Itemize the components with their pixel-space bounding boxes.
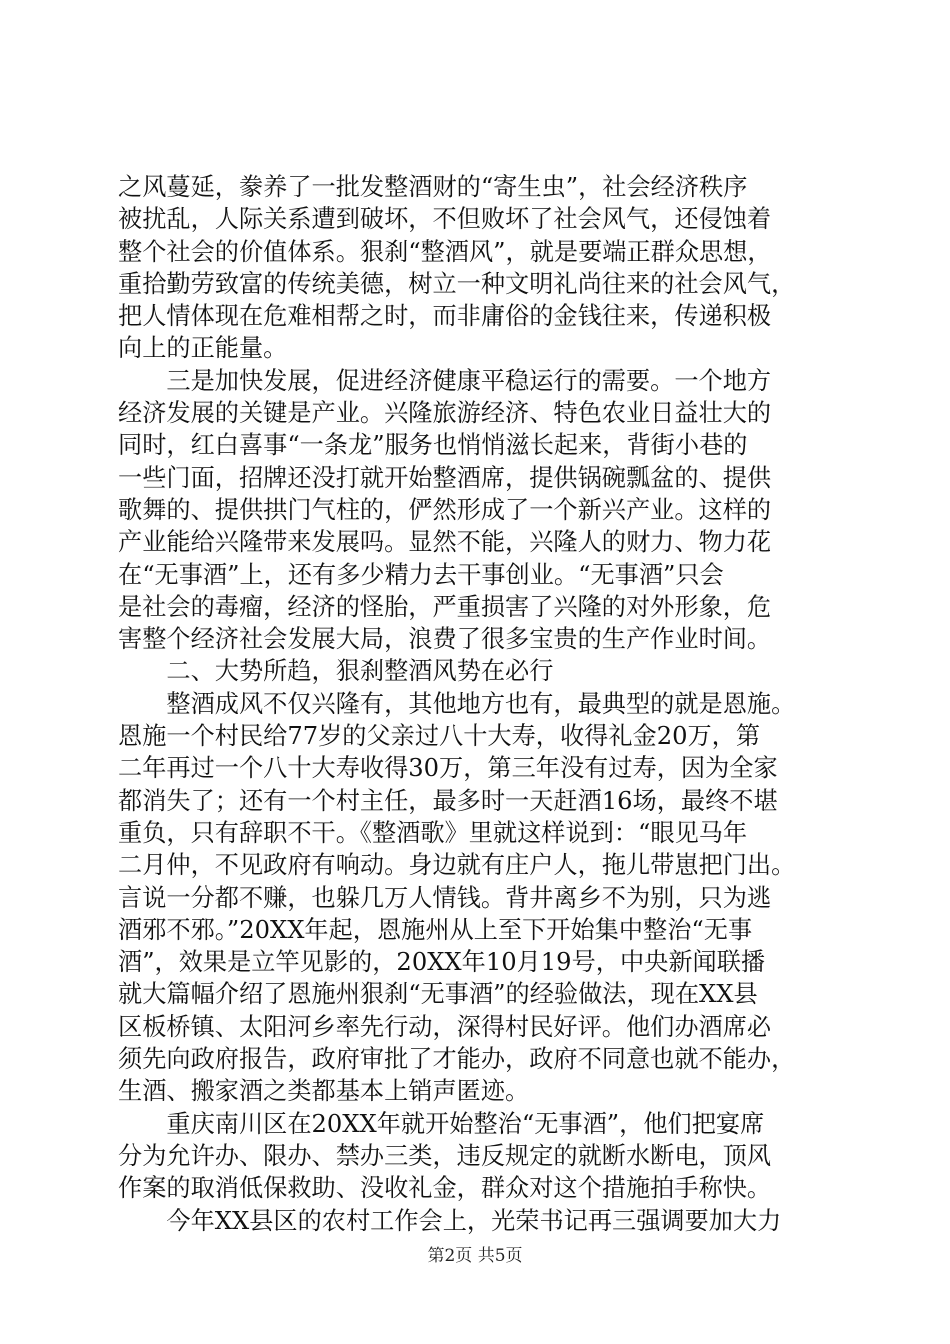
text-line: 歌舞的、提供拱门气柱的，俨然形成了一个新兴产业。这样的 [118, 495, 772, 524]
text-line: 产业能给兴隆带来发展吗。显然不能，兴隆人的财力、物力花 [118, 528, 772, 557]
text-line: 一些门面，招牌还没打就开始整酒席，提供锅碗瓢盆的、提供 [118, 463, 772, 492]
text-line: 须先向政府报告，政府审批了才能办，政府不同意也就不能办， [118, 1045, 796, 1074]
text-line: 重负，只有辞职不干。《整酒歌》里就这样说到：“眼见马年 [118, 818, 748, 847]
text-line: 就大篇幅介绍了恩施州狠刹“无事酒”的经验做法，现在XX县 [118, 980, 758, 1009]
text-line: 三是加快发展，促进经济健康平稳运行的需要。一个地方 [118, 366, 772, 395]
text-line: 重拾勤劳致富的传统美德，树立一种文明礼尚往来的社会风气， [118, 269, 796, 298]
page-footer: 第2页 共5页 [427, 1246, 523, 1266]
text-line: 二月仲，不见政府有响动。身边就有庄户人，拖儿带崽把门出。 [118, 851, 796, 880]
text-line: 今年XX县区的农村工作会上，光荣书记再三强调要加大力 [118, 1206, 782, 1235]
text-line: 之风蔓延，豢养了一批发整酒财的“寄生虫”，社会经济秩序 [118, 173, 748, 201]
text-line: 生酒、搬家酒之类都基本上销声匿迹。 [118, 1077, 530, 1106]
text-line: 恩施一个村民给77岁的父亲过八十大寿，收得礼金20万，第 [118, 722, 761, 751]
text-line: 二年再过一个八十大寿收得30万，第三年没有过寿，因为全家 [118, 754, 778, 783]
text-line: 酒”，效果是立竿见影的，20XX年10月19号，中央新闻联播 [118, 948, 766, 977]
text-line: 整个社会的价值体系。狠刹“整酒风”，就是要端正群众思想， [118, 237, 772, 266]
text-line: 言说一分都不赚，也躲几万人情钱。背井离乡不为别，只为逃 [118, 883, 772, 912]
text-line: 害整个经济社会发展大局，浪费了很多宝贵的生产作业时间。 [118, 625, 772, 654]
text-line: 把人情体现在危难相帮之时，而非庸俗的金钱往来，传递积极 [118, 302, 772, 331]
text-line: 在“无事酒”上，还有多少精力去干事创业。“无事酒”只会 [118, 560, 724, 589]
text-line: 重庆南川区在20XX年就开始整治“无事酒”，他们把宴席 [118, 1109, 765, 1138]
text-line: 都消失了；还有一个村主任，最多时一天赶酒16场，最终不堪 [118, 786, 778, 815]
text-line: 经济发展的关键是产业。兴隆旅游经济、特色农业日益壮大的 [118, 399, 772, 428]
document-body [118, 171, 840, 1237]
text-line: 被扰乱，人际关系遭到破坏，不但败坏了社会风气，还侵蚀着 [118, 205, 772, 234]
text-line: 区板桥镇、太阳河乡率先行动，深得村民好评。他们办酒席必 [118, 1012, 772, 1041]
text-line: 同时，红白喜事“一条龙”服务也悄悄滋长起来，背街小巷的 [118, 431, 748, 460]
text-line: 整酒成风不仅兴隆有，其他地方也有，最典型的就是恩施。 [118, 689, 796, 718]
text-line: 二、大势所趋，狠刹整酒风势在必行 [118, 657, 554, 686]
text-line: 分为允许办、限办、禁办三类，违反规定的就断水断电，顶风 [118, 1141, 772, 1170]
text-line: 是社会的毒瘤，经济的怪胎，严重损害了兴隆的对外形象，危 [118, 592, 772, 621]
text-line: 向上的正能量。 [118, 334, 288, 363]
text-line: 作案的取消低保救助、没收礼金，群众对这个措施拍手称快。 [118, 1174, 772, 1203]
text-line: 酒邪不邪。”20XX年起，恩施州从上至下开始集中整治“无事 [118, 915, 753, 944]
